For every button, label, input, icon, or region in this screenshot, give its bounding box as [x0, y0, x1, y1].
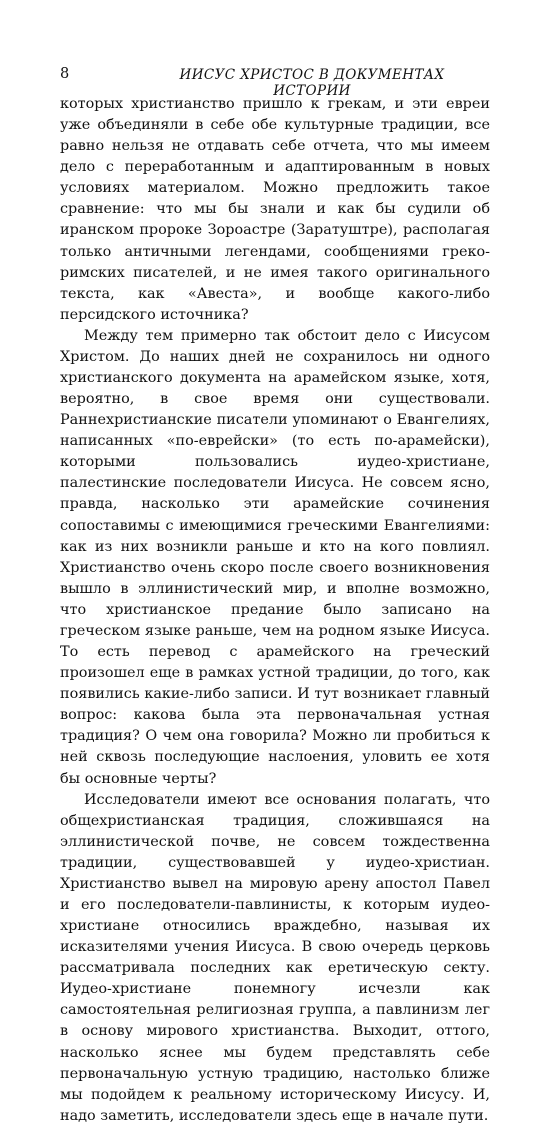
running-title: ИИСУС ХРИСТОС В ДОКУМЕНТАХ ИСТОРИИ	[179, 67, 445, 99]
body-text	[60, 94, 490, 1127]
page-header	[60, 66, 484, 99]
paragraph-1: которых христианство пришло к грекам, и эти евреи уже объединяли в себе обе культурные традиции, все равно нельзя не отдавать себе отчета, что мы имеем дело с переработанным и адаптированным в новых условиях материалом. Можно предложить такое сравнение: что мы бы знали и как бы судили об иранском пророке Зороастре (Заратуштре), располагая только античными легендами, сообщениями греко-римских писателей, и не имея такого оригинального текста, как «Авеста», и вообще какого-либо персидского источника?	[60, 96, 490, 323]
paragraph-2: Между тем примерно так обстоит дело с Иисусом Христом. До наших дней не сохранилось ни одного христианского документа на арамейском языке, хотя, вероятно, в свое время они существовали. Раннехристианские писатели упоминают о Евангелиях, написанных «по-еврейски» (то есть по-арамейски), которыми пользовались иудео-христиане, палестинские последователи Иисуса. Не совсем ясно, правда, насколько эти арамейские сочинения сопоставимы с имеющимися греческими Евангелиями: как из них возникли раньше и кто на кого повлиял. Христианство очень скоро после своего возникновения вышло в эллинистический мир, и вполне возможно, что христианское предание было записано на греческом языке раньше, чем на родном языке Иисуса. То есть перевод с арамейского на греческий произошел еще в рамках устной традиции, до того, как появились какие-либо записи. И тут возникает главный вопрос: какова была эта первоначальная устная традиция? О чем она говорила? Можно ли пробиться к ней сквозь последующие наслоения, уловить ее хотя бы основные черты?	[60, 327, 490, 787]
paragraph-3: Исследователи имеют все основания полагать, что общехристианская традиция, сложившаяся на эллинистической почве, не совсем тождественна традиции, существовавшей у иудео-христиан. Христианство вывел на мировую арену апостол Павел и его последователи-павлинисты, к которым иудео-христиане относились враждебно, называя их исказителями учения Иисуса. В свою очередь церковь рассматривала последних как еретическую секту. Иудео-христиане понемногу исчезли как самостоятельная религиозная группа, а павлинизм лег в основу мирового христианства. Выходит, оттого, насколько яснее мы будем представлять себе первоначальную устную традицию, настолько ближе мы подойдем к реальному историческому Иисусу. И, надо заметить, исследователи здесь еще в начале пути.	[60, 791, 490, 1124]
page-number: 8	[60, 66, 70, 82]
